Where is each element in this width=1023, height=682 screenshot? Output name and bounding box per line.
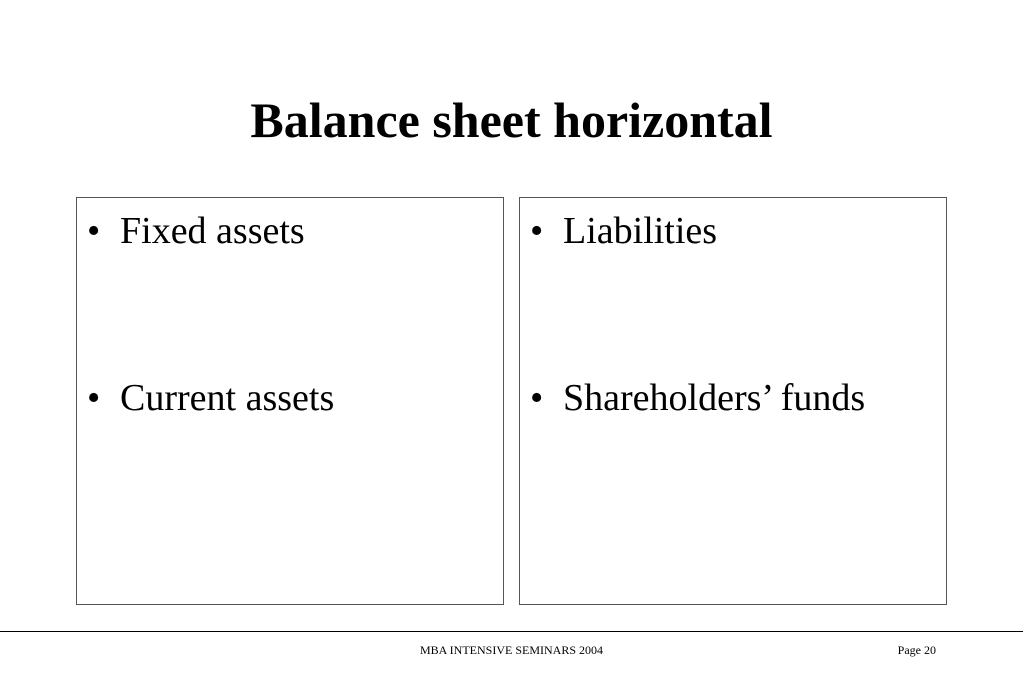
list-item bbox=[87, 375, 334, 421]
list-item-text: Shareholders’ funds bbox=[563, 377, 866, 419]
bullet-icon: • bbox=[530, 377, 544, 419]
list-item bbox=[87, 208, 305, 254]
list-item bbox=[530, 208, 717, 254]
list-item-text: Liabilities bbox=[563, 210, 718, 252]
bullet-icon: • bbox=[87, 210, 101, 252]
list-item bbox=[530, 375, 865, 421]
left-column-box bbox=[76, 197, 504, 605]
slide-title: Balance sheet horizontal bbox=[250, 92, 773, 148]
right-column-box bbox=[519, 197, 947, 605]
footer-divider bbox=[0, 631, 1023, 632]
list-item-text: Fixed assets bbox=[120, 210, 305, 252]
list-item-text: Current assets bbox=[120, 377, 335, 419]
bullet-icon: • bbox=[87, 377, 101, 419]
footer-text: MBA INTENSIVE SEMINARS 2004 bbox=[419, 643, 603, 657]
bullet-icon: • bbox=[530, 210, 544, 252]
page-number: Page 20 bbox=[897, 643, 936, 657]
